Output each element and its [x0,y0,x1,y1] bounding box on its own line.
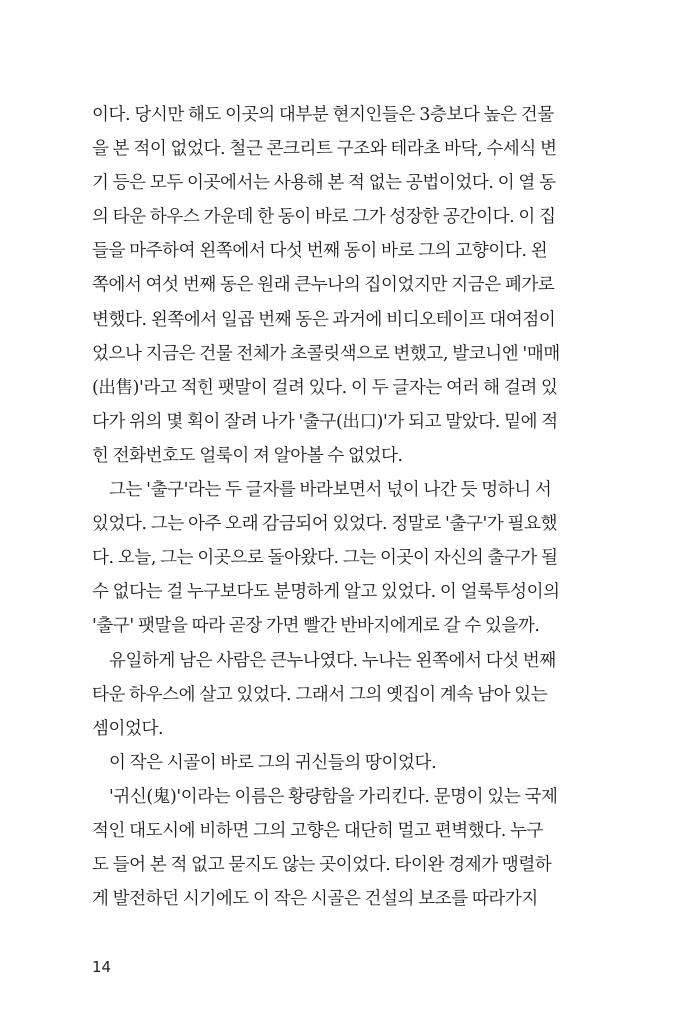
text-line: 다. 오늘, 그는 이곳으로 돌아왔다. 그는 이곳이 자신의 출구가 될 [92,548,558,569]
text-line: 있었다. 그는 아주 오래 감금되어 있었다. 정말로 '출구'가 필요했 [92,514,558,535]
text-line: 게 발전하던 시기에도 이 작은 시골은 건설의 보조를 따라가지 [92,889,538,910]
text-line: 타운 하우스에 살고 있었다. 그래서 그의 옛집이 계속 남아 있는 [92,684,548,705]
text-line: 변했다. 왼쪽에서 일곱 번째 동은 과거에 비디오테이프 대여점이 [92,309,556,330]
text-line: 힌 전화번호도 얼룩이 져 알아볼 수 없었다. [92,445,403,466]
text-line: 수 없다는 걸 누구보다도 분명하게 알고 있었다. 이 얼룩투성이의 [92,582,560,603]
text-line: 었으나 지금은 건물 전체가 초콜릿색으로 변했고, 발코니엔 '매매 [92,343,560,364]
paragraph-start-line: 이 작은 시골이 바로 그의 귀신들의 땅이었다. [109,752,437,773]
text-line: 셈이었다. [92,718,164,739]
paragraph-start-line: 유일하게 남은 사람은 큰누나였다. 누나는 왼쪽에서 다섯 번째 [109,650,556,671]
text-line: 적인 대도시에 비하면 그의 고향은 대단히 멀고 편벽했다. 누구 [92,820,544,841]
paragraph-start-line: 그는 '출구'라는 두 글자를 바라보면서 넋이 나간 듯 멍하니 서 [109,480,552,501]
text-line: 다가 위의 몇 획이 잘려 나가 '출구(出口)'가 되고 말았다. 밑에 적 [92,411,558,432]
text-line: 을 본 적이 없었다. 철근 콘크리트 구조와 테라초 바닥, 수세식 변 [92,139,557,160]
text-line: 쪽에서 여섯 번째 동은 원래 큰누나의 집이었지만 지금은 폐가로 [92,275,555,296]
text-line: 기 등은 모두 이곳에서는 사용해 본 적 없는 공법이었다. 이 열 동 [92,173,556,194]
paragraph-start-line: '귀신(鬼)'이라는 이름은 황량함을 가리킨다. 문명이 있는 국제 [109,786,558,807]
body-text [92,98,566,916]
text-line: 의 타운 하우스 가운데 한 동이 바로 그가 성장한 공간이다. 이 집 [92,207,556,228]
text-line: 이다. 당시만 해도 이곳의 대부분 현지인들은 3층보다 높은 건물 [92,105,554,125]
page-number: 14 [92,958,112,976]
text-line: (出售)'라고 적힌 팻말이 걸려 있다. 이 두 글자는 여러 해 걸려 있 [92,377,558,398]
text-line: 들을 마주하여 왼쪽에서 다섯 번째 동이 바로 그의 고향이다. 왼 [92,241,548,262]
text-line: '출구' 팻말을 따라 곧장 가면 빨간 반바지에게로 갈 수 있을까. [92,616,540,637]
text-line: 도 들어 본 적 없고 묻지도 않는 곳이었다. 타이완 경제가 맹렬하 [92,855,552,876]
